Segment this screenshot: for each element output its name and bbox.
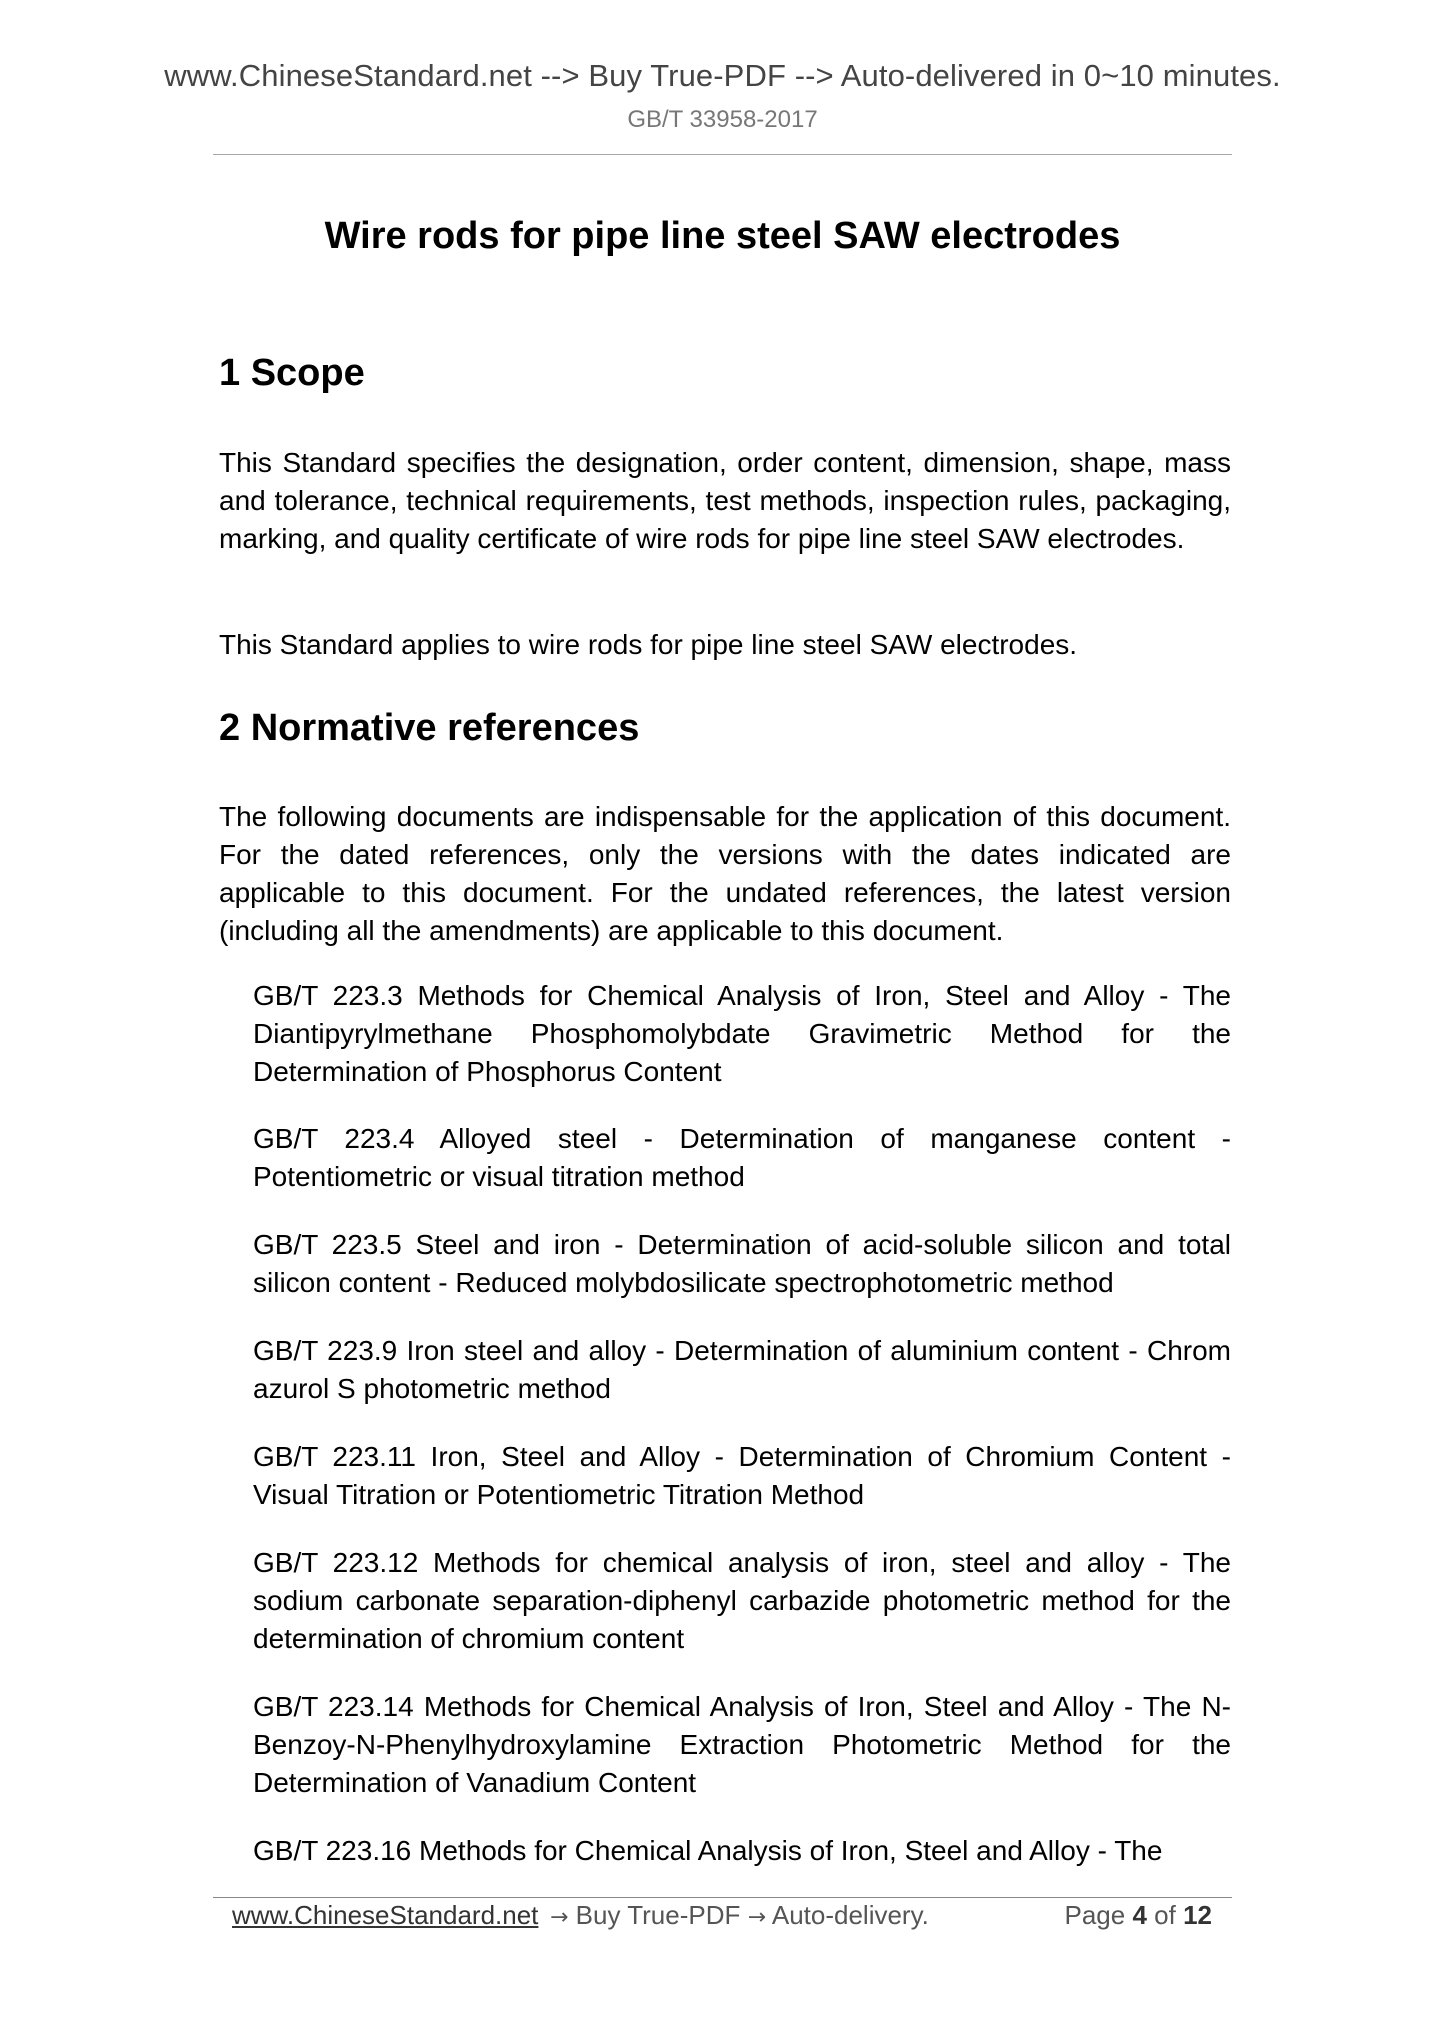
arrow-right-icon: → (747, 1905, 767, 1930)
reference-item: GB/T 223.11 Iron, Steel and Alloy - Determination of Chromium Content - Visual Titration or Potentiometric Titration Method (253, 1441, 1231, 1510)
arrow-right-icon: → (550, 1905, 569, 1930)
normative-references-intro: The following documents are indispensable for the application of this document. For the dated references, only the versions with the dates indicated are applicable to this document. For the undated references, the latest version (including all the amendments) are applicable to this document. (219, 801, 1231, 946)
footer-promo (550, 1900, 929, 1931)
scope-paragraph-1: This Standard specifies the designation, order content, dimension, shape, mass and tolerance, technical requirements, test methods, inspection rules, packaging, marking, and quality certificate of wire rods for pipe line steel SAW electrodes. (219, 447, 1231, 554)
reference-item: GB/T 223.5 Steel and iron - Determination of acid-soluble silicon and total silicon content - Reduced molybdosilicate spectrophotometric method (253, 1229, 1231, 1298)
page-footer (232, 1900, 1212, 1944)
reference-item: GB/T 223.4 Alloyed steel - Determination of manganese content - Potentiometric or visual titration method (253, 1123, 1231, 1192)
document-title: Wire rods for pipe line steel SAW electrodes (324, 215, 1121, 257)
page-current: 4 (1132, 1900, 1147, 1930)
header-divider (213, 154, 1232, 155)
page-total: 12 (1183, 1900, 1212, 1930)
footer-buy-text: Buy True-PDF (575, 1900, 741, 1930)
reference-item: GB/T 223.14 Methods for Chemical Analysis of Iron, Steel and Alloy - The N-Benzoy-N-Phenylhydroxylamine Extraction Photometric Method for the Determination of Vanadium Content (253, 1691, 1231, 1798)
section-heading-normative-references: 2 Normative references (219, 707, 640, 749)
reference-item: GB/T 223.16 Methods for Chemical Analysis of Iron, Steel and Alloy - The (253, 1835, 1163, 1866)
footer-divider (213, 1897, 1232, 1898)
header-standard-number: GB/T 33958-2017 (627, 106, 818, 133)
page-word: Page (1064, 1900, 1126, 1930)
reference-item: GB/T 223.12 Methods for chemical analysis of iron, steel and alloy - The sodium carbonate separation-diphenyl carbazide photometric method for the determination of chromium content (253, 1547, 1231, 1654)
page-indicator (1064, 1900, 1212, 1931)
section-heading-scope: 1 Scope (219, 352, 365, 394)
page-of: of (1154, 1900, 1176, 1930)
header-banner: www.ChineseStandard.net --> Buy True-PDF --> Auto-delivered in 0~10 minutes. (164, 58, 1281, 93)
footer-site-link[interactable]: www.ChineseStandard.net (232, 1900, 539, 1930)
footer-delivery-text: Auto-delivery. (771, 1900, 929, 1930)
scope-paragraph-2: This Standard applies to wire rods for pipe line steel SAW electrodes. (219, 629, 1078, 660)
reference-item: GB/T 223.3 Methods for Chemical Analysis of Iron, Steel and Alloy - The Diantipyrylmethane Phosphomolybdate Gravimetric Method for the Determination of Phosphorus Content (253, 980, 1231, 1087)
reference-item: GB/T 223.9 Iron steel and alloy - Determination of aluminium content - Chrom azurol S photometric method (253, 1335, 1231, 1404)
